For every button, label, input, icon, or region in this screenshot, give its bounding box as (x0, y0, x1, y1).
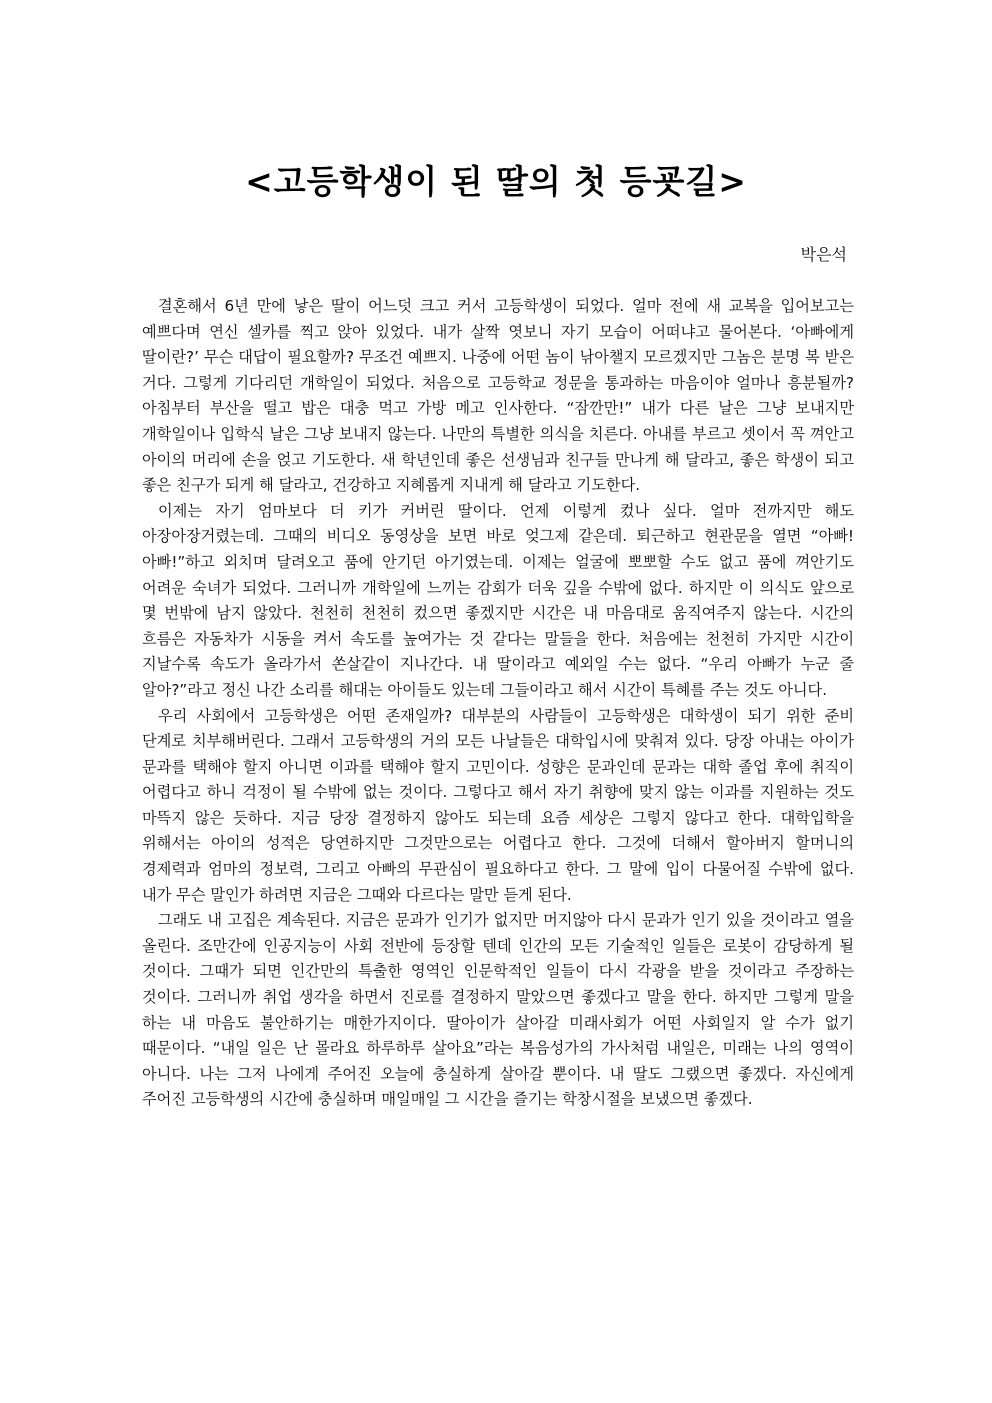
document-title: <고등학생이 된 딸의 첫 등굣길> (245, 162, 747, 201)
author-name: 박은석 (800, 245, 847, 264)
paragraph-4: 그래도 내 고집은 계속된다. 지금은 문과가 인기가 없지만 머지않아 다시 문과가 인기 있을 것이라고 열을 올린다. 조만간에 인공지능이 사회 전반에 등장할 텐데 인간의 모든 기술적인 일들은 로봇이 감당하게 될 것이다. 그때가 되면 인간만의 특출한 영역인 인문학적인 일들이 다시 각광을 받을 것이라고 주장하는 것이다. 그러니까 취업 생각을 하면서 진로를 결정하지 말았으면 좋겠다고 말을 한다. 하지만 그렇게 말을 하는 내 마음도 불안하기는 매한가지이다. 딸아이가 살아갈 미래사회가 어떤 사회일지 알 수가 없기 때문이다. “내일 일은 난 몰라요 하루하루 살아요”라는 복음성가의 가사처럼 내일은, 미래는 나의 영역이 아니다. 나는 그저 나에게 주어진 오늘에 충실하게 살아갈 뿐이다. 내 딸도 그랬으면 좋겠다. 자신에게 주어진 고등학생의 시간에 충실하며 매일매일 그 시간을 즐기는 학창시절을 보냈으면 좋겠다. (142, 911, 854, 1109)
paragraph-2: 이제는 자기 엄마보다 더 키가 커버린 딸이다. 언제 이렇게 컸나 싶다. 얼마 전까지만 해도 아장아장거렸는데. 그때의 비디오 동영상을 보면 바로 엊그제 같은데. 퇴근하고 현관문을 열면 “아빠! 아빠!”하고 외치며 달려오고 품에 안기던 아기였는데. 이제는 얼굴에 뽀뽀할 수도 없고 품에 껴안기도 어려운 숙녀가 되었다. 그러니까 개학일에 느끼는 감회가 더욱 깊을 수밖에 없다. 하지만 이 의식도 앞으로 몇 번밖에 남지 않았다. 천천히 천천히 컸으면 좋겠지만 시간은 내 마음대로 움직여주지 않는다. 시간의 흐름은 자동차가 시동을 켜서 속도를 높여가는 것 같다는 말들을 한다. 처음에는 천천히 가지만 시간이 지날수록 속도가 올라가서 쏜살같이 지나간다. 내 딸이라고 예외일 수는 없다. “우리 아빠가 누군 줄 알아?”라고 정신 나간 소리를 해대는 아이들도 있는데 그들이라고 해서 시간이 특혜를 주는 것도 아니다. (142, 501, 854, 699)
paragraph-1: 결혼해서 6년 만에 낳은 딸이 어느덧 크고 커서 고등학생이 되었다. 얼마 전에 새 교복을 입어보고는 예쁘다며 연신 셀카를 찍고 앉아 있었다. 내가 살짝 엿보니 자기 모습이 어떠냐고 물어본다. ‘아빠에게 딸이란?’ 무슨 대답이 필요할까? 무조건 예쁘지. 나중에 어떤 놈이 낚아챌지 모르겠지만 그놈은 분명 복 받은 거다. 그렇게 기다리던 개학일이 되었다. 처음으로 고등학교 정문을 통과하는 마음이야 얼마나 흥분될까? 아침부터 부산을 떨고 밥은 대충 먹고 가방 메고 인사한다. “잠깐만!” 내가 다른 날은 그냥 보내지만 개학일이나 입학식 날은 그냥 보내지 않는다. 나만의 특별한 의식을 치른다. 아내를 부르고 셋이서 꼭 껴안고 아이의 머리에 손을 얹고 기도한다. 새 학년인데 좋은 선생님과 친구들 만나게 해 달라고, 좋은 학생이 되고 좋은 친구가 되게 해 달라고, 건강하고 지혜롭게 지내게 해 달라고 기도한다. (142, 297, 854, 495)
essay-body (142, 294, 854, 1113)
paragraph-3: 우리 사회에서 고등학생은 어떤 존재일까? 대부분의 사람들이 고등학생은 대학생이 되기 위한 준비 단계로 치부해버린다. 그래서 고등학생의 거의 모든 나날들은 대학입시에 맞춰져 있다. 당장 아내는 아이가 문과를 택해야 할지 아니면 이과를 택해야 할지 고민이다. 성향은 문과인데 문과는 대학 졸업 후에 취직이 어렵다고 하니 걱정이 될 수밖에 없는 것이다. 그렇다고 해서 자기 취향에 맞지 않는 이과를 지원하는 것도 마뜩지 않은 듯하다. 지금 당장 결정하지 않아도 되는데 요즘 세상은 그렇지 않다고 한다. 대학입학을 위해서는 아이의 성적은 당연하지만 그것만으로는 어렵다고 한다. 그것에 더해서 할아버지 할머니의 경제력과 엄마의 정보력, 그리고 아빠의 무관심이 필요하다고 한다. 그 말에 입이 다물어질 수밖에 없다. 내가 무슨 말인가 하려면 지금은 그때와 다르다는 말만 듣게 된다. (142, 706, 854, 904)
